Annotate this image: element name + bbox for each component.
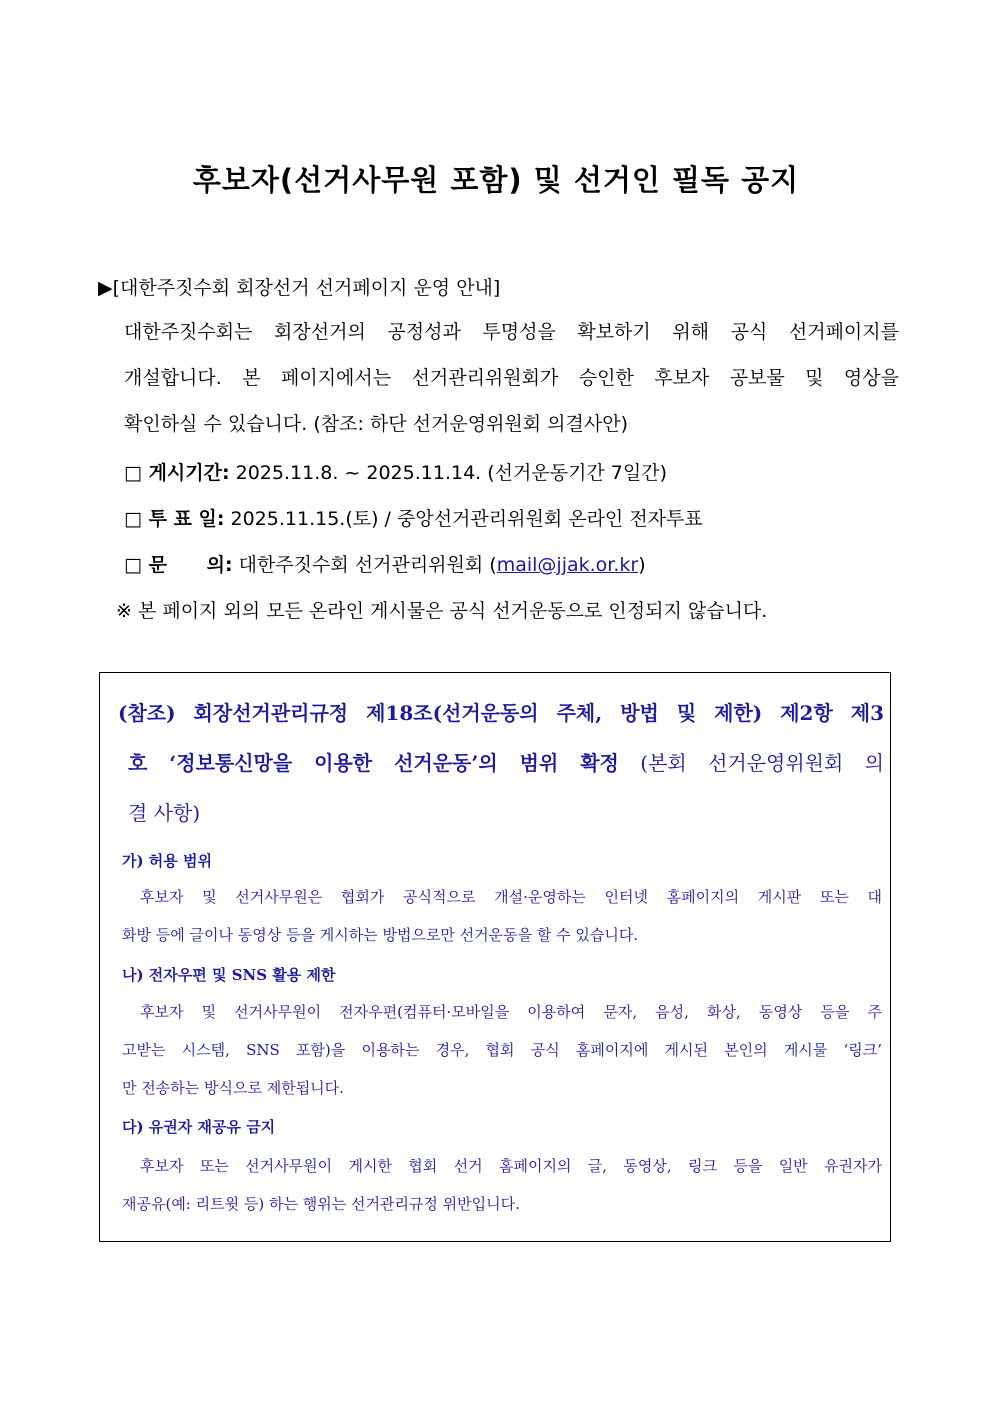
email-link[interactable]: mail@jjak.or.kr (496, 554, 639, 576)
intro-paragraph (124, 309, 899, 447)
subsection-heading-allowed: 가) 허용 범위 (122, 852, 212, 870)
item-voting-day (124, 504, 703, 531)
reference-title-line: 결 사항) (128, 801, 201, 825)
item-tail: ) (638, 554, 646, 576)
item-label: □ 문 의: (124, 554, 233, 576)
page-title: 후보자(선거사무원 포함) 및 선거인 필독 공지 (192, 163, 800, 197)
item-label: □ 투 표 일: (124, 508, 225, 530)
paragraph-line: 대한주짓수회는 회장선거의 공정성과 투명성을 확보하기 위해 공식 선거페이지를 (124, 321, 899, 343)
item-value: 2025.11.8. ~ 2025.11.14. (선거운동기간 7일간) (229, 462, 668, 484)
item-inquiry (124, 550, 646, 577)
reference-title-line: (참조) 회장선거관리규정 제18조(선거운동의 주체, 방법 및 제한) 제2항 제3 (118, 701, 884, 725)
paragraph-line: 개설합니다. 본 페이지에서는 선거관리위원회가 승인한 후보자 공보물 및 영상을 (124, 367, 899, 389)
item-label: □ 게시기간: (124, 462, 230, 484)
body-line: 고받는 시스템, SNS 포함)을 이용하는 경우, 협회 공식 홈페이지에 게시된 본인의 게시물 ‘링크’ (122, 1041, 882, 1059)
body-line: 화방 등에 글이나 동영상 등을 게시하는 방법으로만 선거운동을 할 수 있습니다. (122, 926, 639, 944)
body-line: 후보자 및 선거사무원이 전자우편(컴퓨터·모바일을 이용하여 문자, 음성, 화상, 동영상 등을 주 (140, 1003, 882, 1021)
reference-title (118, 688, 884, 838)
body-line: 재공유(예: 리트윗 등) 하는 행위는 선거관리규정 위반입니다. (122, 1195, 520, 1213)
body-line: 만 전송하는 방식으로 제한됩니다. (122, 1079, 344, 1097)
paragraph-line: 확인하실 수 있습니다. (참조: 하단 선거운영위원회 의결사안) (124, 413, 629, 435)
subsection-body-reshare (122, 1147, 882, 1223)
subsection-body-email-sns (122, 993, 882, 1107)
body-line: 후보자 또는 선거사무원이 게시한 협회 선거 홈페이지의 글, 동영상, 링크 등을 일반 유권자가 (140, 1157, 882, 1175)
subsection-heading-email-sns: 나) 전자우편 및 SNS 활용 제한 (122, 966, 336, 984)
item-value: 대한주짓수회 선거관리위원회 ( (232, 554, 497, 576)
body-line: 후보자 및 선거사무원은 협회가 공식적으로 개설·운영하는 인터넷 홈페이지의 게시판 또는 대 (140, 888, 882, 906)
section-heading: ▶[대한주짓수회 회장선거 선거페이지 운영 안내] (98, 277, 501, 299)
notice-note: ※ 본 페이지 외의 모든 온라인 게시물은 공식 선거운동으로 인정되지 않습니다. (116, 600, 768, 622)
reference-title-line: 호 ‘정보통신망을 이용한 선거운동’의 범위 확정 (본회 선거운영위원회 의 (128, 751, 885, 775)
subsection-heading-reshare: 다) 유권자 재공유 금지 (122, 1118, 276, 1136)
item-posting-period (124, 458, 667, 485)
item-value: 2025.11.15.(토) / 중앙선거관리위원회 온라인 전자투표 (224, 508, 703, 530)
subsection-body-allowed (122, 878, 882, 954)
